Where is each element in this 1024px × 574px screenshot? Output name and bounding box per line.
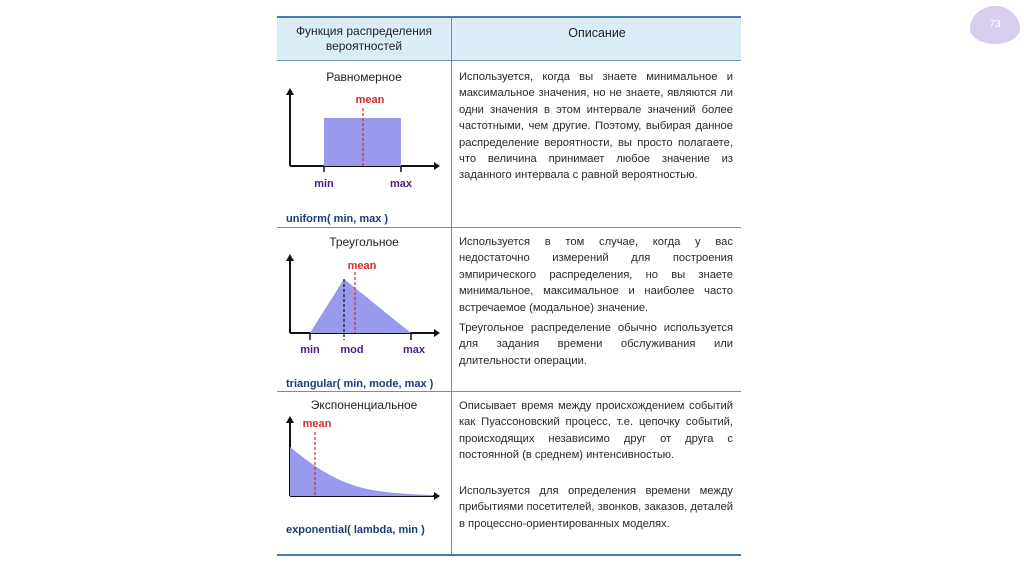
uniform-chart [277,86,451,198]
triangular-description-2: Треугольное распределение обычно используется для задания времени обслуживания или длительности операции. [459,322,733,367]
triangular-syntax: triangular( min, mode, max ) [286,378,434,390]
exponential-chart [277,414,451,508]
x-axis-arrow [434,329,440,337]
min-label: min [300,344,320,356]
exponential-description-1: Описывает время между происхождением событий как Пуассоновский процесс, т.е. цепочку событий, происходящих независимо друг от друга с постоянной (в среднем) интенсивностью. [459,400,733,462]
distribution-table [277,16,741,556]
header-description-column: Описание [568,26,626,40]
y-axis-arrow [286,416,294,423]
y-axis-arrow [286,88,294,95]
exponential-density-area [290,447,433,496]
triangular-density-area [310,279,411,333]
uniform-syntax: uniform( min, max ) [286,213,389,225]
mean-label: mean [302,418,332,430]
min-label: min [314,178,334,190]
uniform-description: Используется, когда вы знаете минимальное и максимальное значения, но не знаете, являются ли одни значения в этом интервале значений более частотными, чем другие. Поэтому, выбирая данное распределение вероятности, вы просто полагаете, что величина принимает любое значение из заданного интервала с равной вероятностью. [459,71,733,182]
triangular-chart [277,252,451,364]
mean-label: mean [347,260,377,272]
x-axis-arrow [434,492,440,500]
triangular-name: Треугольное [329,235,399,249]
y-axis-arrow [286,254,294,261]
row-divider [277,227,741,228]
row-divider [277,391,741,392]
uniform-name: Равномерное [326,70,402,84]
max-label: max [389,178,413,190]
column-divider [451,18,452,554]
header-function-column: Функция распределения вероятностей [295,24,433,53]
table-header [277,18,741,61]
exponential-description-2: Используется для определения времени между прибытиями посетителей, звонков, заказов, деталей в процессно-ориентированных моделях. [459,485,733,530]
max-label: max [402,344,426,356]
mean-label: mean [355,94,385,106]
triangular-description-1: Используется в том случае, когда у вас недостаточно измерений для построения эмпирического распределения, но вы знаете минимальное, максимальное и наиболее часто встречаемое (модальное) значение. [459,236,733,314]
mod-label: mod [340,344,364,356]
slide-number-badge: 73 [970,6,1020,44]
exponential-syntax: exponential( lambda, min ) [286,524,425,536]
x-axis-arrow [434,162,440,170]
exponential-name: Экспоненциальное [310,398,418,412]
